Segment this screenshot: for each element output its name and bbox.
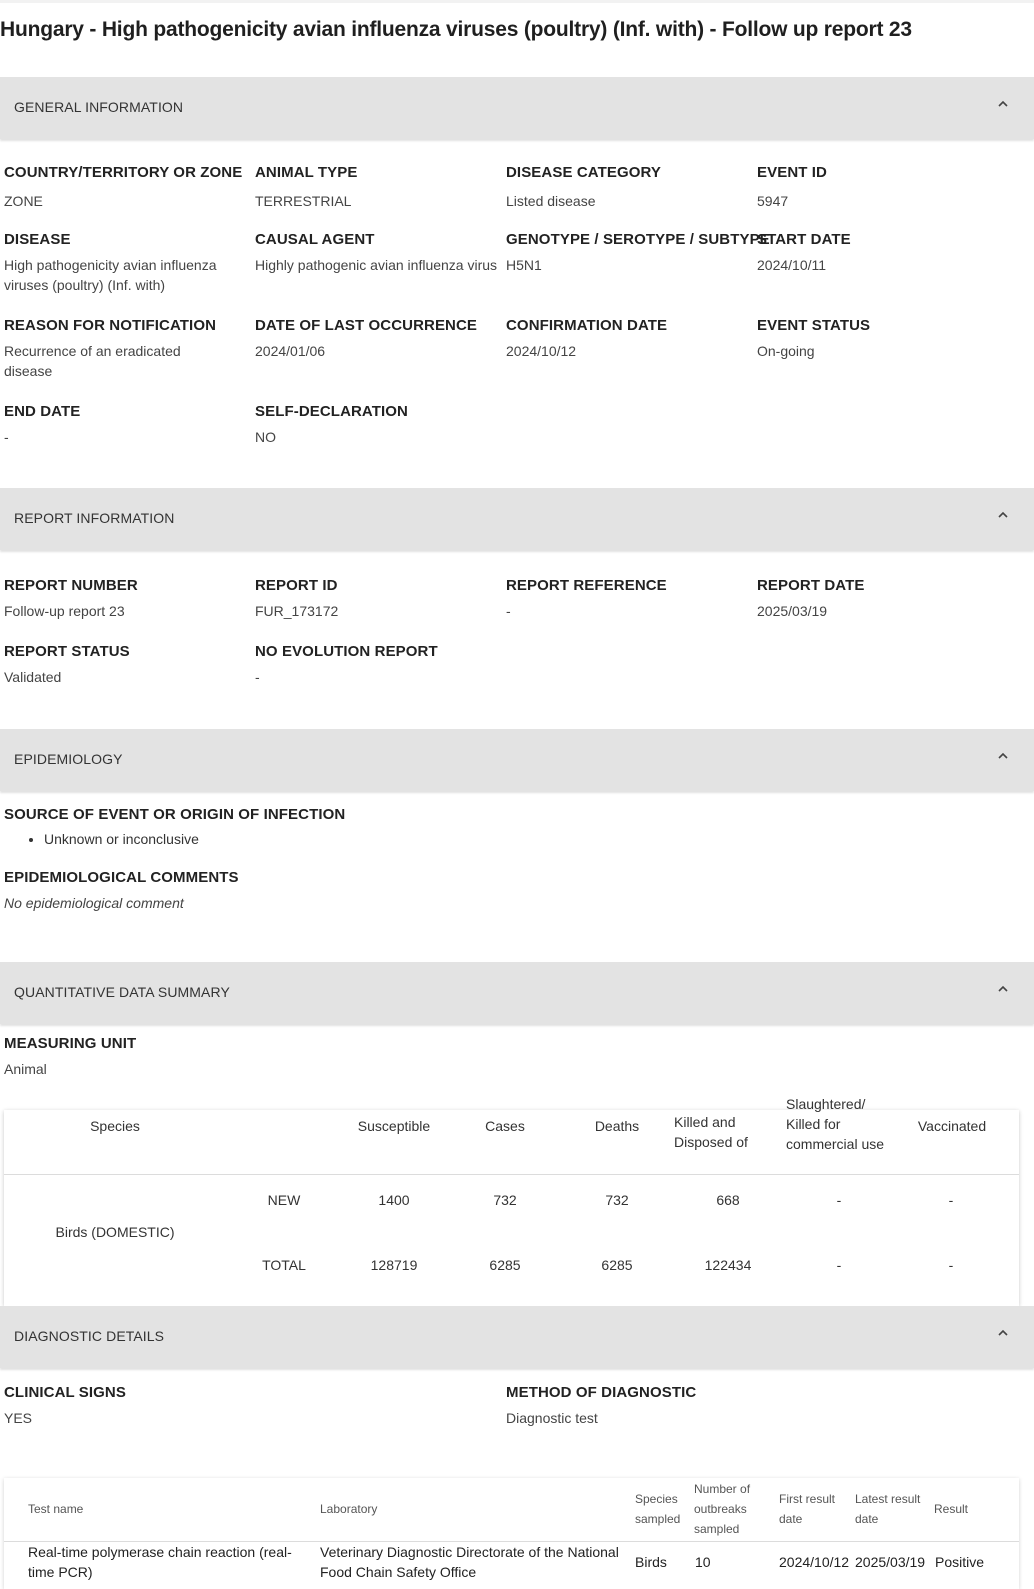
field-label: MEASURING UNIT (4, 1035, 137, 1052)
result-value: Positive (935, 1554, 985, 1570)
field-confirmation-date (506, 317, 751, 361)
field-label: ANIMAL TYPE (255, 164, 358, 181)
field-value: No epidemiological comment (4, 895, 184, 911)
outbreaks-sampled-value: 10 (695, 1554, 711, 1570)
page-title: Hungary - High pathogenicity avian influenza viruses (poultry) (Inf. with) - Follow up report 23 (0, 18, 912, 41)
field-disease (4, 231, 249, 295)
cases-value: 6285 (489, 1257, 521, 1273)
col-latest-result: Latest result date (855, 1492, 921, 1526)
col-cases: Cases (485, 1118, 525, 1134)
report-information-header[interactable] (0, 488, 1034, 550)
field-value: ZONE (4, 193, 43, 209)
field-source-of-event (4, 806, 504, 847)
field-report-id (255, 577, 500, 621)
epidemiology-header[interactable] (0, 729, 1034, 791)
field-value: Follow-up report 23 (4, 603, 125, 619)
diagnostic-table (4, 1478, 1019, 1589)
field-label: CLINICAL SIGNS (4, 1384, 126, 1401)
general-information-header[interactable] (0, 77, 1034, 139)
field-label: REPORT ID (255, 577, 338, 594)
species-sampled-value: Birds (635, 1554, 667, 1570)
chevron-up-icon[interactable] (998, 99, 1008, 109)
field-value: YES (4, 1410, 33, 1426)
slaughtered-value: - (836, 1192, 842, 1208)
section-label: DIAGNOSTIC DETAILS (14, 1328, 165, 1344)
deaths-value: 732 (605, 1192, 629, 1208)
field-animal-type (255, 164, 500, 211)
chevron-up-icon[interactable] (998, 510, 1008, 520)
field-value: 5947 (757, 193, 789, 209)
field-label: GENOTYPE / SEROTYPE / SUBTYPE (506, 231, 770, 248)
field-country (4, 164, 249, 211)
field-measuring-unit (4, 1035, 249, 1079)
test-name-value: Real-time polymerase chain reaction (real-time PCR) (28, 1544, 292, 1580)
col-species-sampled: Species sampled (635, 1492, 681, 1526)
field-label: START DATE (757, 231, 851, 248)
laboratory-value: Veterinary Diagnostic Directorate of the National Food Chain Safety Office (320, 1544, 619, 1580)
field-last-occurrence (255, 317, 500, 361)
field-value: High pathogenicity avian influenza viruses (poultry) (Inf. with) (4, 257, 217, 293)
field-value: H5N1 (506, 257, 542, 273)
table-header-row (4, 1096, 1019, 1175)
field-self-declaration (255, 403, 500, 447)
section-label: GENERAL INFORMATION (14, 99, 184, 115)
field-end-date (4, 403, 249, 447)
field-label: EVENT STATUS (757, 317, 871, 334)
col-laboratory: Laboratory (320, 1502, 378, 1516)
top-rule (0, 0, 1034, 3)
field-value: - (4, 429, 9, 445)
quantitative-table (4, 1096, 1019, 1306)
section-label: EPIDEMIOLOGY (14, 751, 123, 767)
field-label: CONFIRMATION DATE (506, 317, 668, 334)
field-no-evolution (255, 643, 500, 687)
field-method-of-diagnostic (506, 1384, 751, 1428)
slaughtered-value: - (836, 1257, 842, 1273)
col-species: Species (90, 1118, 140, 1134)
col-killed: Killed and Disposed of (674, 1114, 748, 1150)
field-disease-category (506, 164, 751, 211)
field-value: 2025/03/19 (757, 603, 828, 619)
field-value: Validated (4, 669, 62, 685)
col-outbreaks-sampled: Number of outbreaks sampled (694, 1482, 751, 1536)
col-deaths: Deaths (594, 1118, 640, 1134)
source-list (4, 831, 504, 847)
field-value: Recurrence of an eradicated disease (4, 343, 181, 379)
field-label: DISEASE CATEGORY (506, 164, 661, 181)
quantitative-data-header[interactable] (0, 962, 1034, 1024)
row-type: NEW (267, 1192, 301, 1208)
field-value: TERRESTRIAL (255, 193, 352, 209)
chevron-up-icon[interactable] (998, 751, 1008, 761)
field-label: REPORT NUMBER (4, 577, 138, 594)
field-value: FUR_173172 (255, 603, 339, 619)
killed-value: 668 (716, 1192, 740, 1208)
chevron-up-icon[interactable] (998, 1328, 1008, 1338)
vaccinated-value: - (948, 1257, 954, 1273)
field-label: METHOD OF DIAGNOSTIC (506, 1384, 697, 1401)
list-item: • Unknown or inconclusive (44, 831, 504, 847)
field-value: Listed disease (506, 193, 596, 209)
susceptible-value: 128719 (370, 1257, 418, 1273)
col-test-name: Test name (28, 1502, 84, 1516)
cases-value: 732 (493, 1192, 517, 1208)
field-value: On-going (757, 343, 815, 359)
diagnostic-details-header[interactable] (0, 1306, 1034, 1368)
field-label: SOURCE OF EVENT OR ORIGIN OF INFECTION (4, 806, 346, 823)
field-value: - (255, 669, 260, 685)
field-label: END DATE (4, 403, 81, 420)
field-label: SELF-DECLARATION (255, 403, 408, 420)
field-value: 2024/01/06 (255, 343, 326, 359)
field-label: DATE OF LAST OCCURRENCE (255, 317, 478, 334)
field-event-status (757, 317, 1002, 361)
field-epi-comments (4, 869, 504, 913)
field-value: Highly pathogenic avian influenza virus (255, 257, 498, 273)
field-clinical-signs (4, 1384, 249, 1428)
field-event-id (757, 164, 1002, 211)
susceptible-value: 1400 (378, 1192, 410, 1208)
field-label: EVENT ID (757, 164, 827, 181)
field-value: NO (255, 429, 276, 445)
field-value: Diagnostic test (506, 1410, 598, 1426)
col-susceptible: Susceptible (357, 1118, 431, 1134)
field-value: Animal (4, 1061, 47, 1077)
section-label: REPORT INFORMATION (14, 510, 175, 526)
chevron-up-icon[interactable] (998, 984, 1008, 994)
field-genotype (506, 231, 770, 275)
field-label: DISEASE (4, 231, 71, 248)
col-slaughtered: Slaughtered/ Killed for commercial use (786, 1096, 885, 1152)
field-label: EPIDEMIOLOGICAL COMMENTS (4, 869, 239, 886)
field-causal-agent (255, 231, 500, 275)
vaccinated-value: - (948, 1192, 954, 1208)
field-label: COUNTRY/TERRITORY OR ZONE (4, 164, 243, 181)
killed-value: 122434 (704, 1257, 752, 1273)
field-label: REPORT DATE (757, 577, 865, 594)
field-label: REASON FOR NOTIFICATION (4, 317, 217, 334)
col-result: Result (934, 1502, 969, 1516)
col-first-result: First result date (779, 1492, 836, 1526)
field-report-number (4, 577, 249, 621)
field-report-reference (506, 577, 751, 621)
field-label: REPORT REFERENCE (506, 577, 667, 594)
field-start-date (757, 231, 1002, 275)
field-label: NO EVOLUTION REPORT (255, 643, 438, 660)
row-type: TOTAL (262, 1257, 306, 1273)
field-report-date (757, 577, 1002, 621)
species-name: Birds (DOMESTIC) (55, 1224, 175, 1240)
field-label: CAUSAL AGENT (255, 231, 375, 248)
section-label: QUANTITATIVE DATA SUMMARY (14, 984, 230, 1000)
field-reason (4, 317, 249, 381)
field-report-status (4, 643, 249, 687)
first-result-value: 2024/10/12 (779, 1554, 850, 1570)
field-value: 2024/10/11 (757, 257, 827, 273)
field-value: - (506, 603, 511, 619)
col-vaccinated: Vaccinated (917, 1118, 987, 1134)
deaths-value: 6285 (601, 1257, 633, 1273)
field-label: REPORT STATUS (4, 643, 130, 660)
latest-result-value: 2025/03/19 (855, 1554, 926, 1570)
field-value: 2024/10/12 (506, 343, 577, 359)
